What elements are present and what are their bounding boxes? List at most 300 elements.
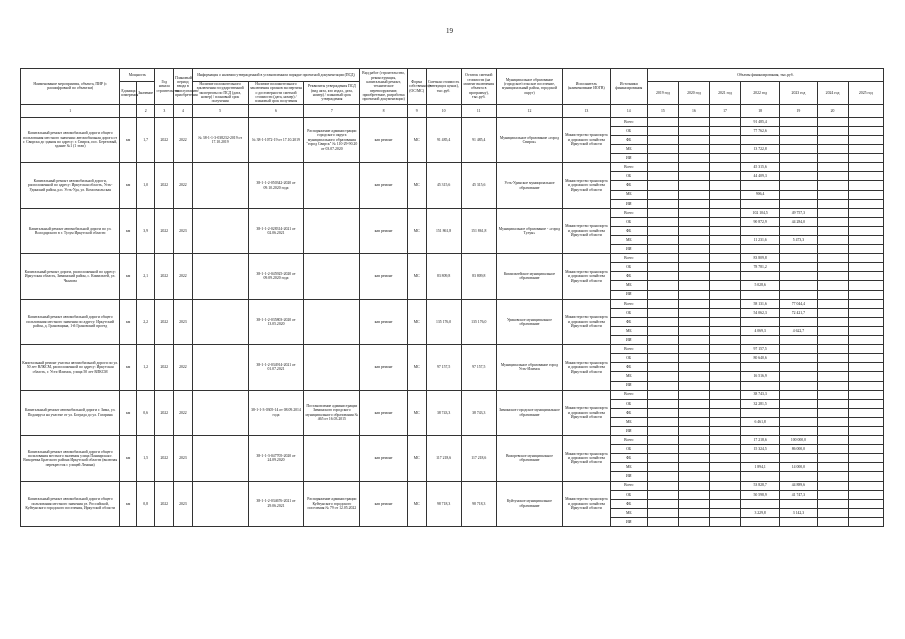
capacity-value: 0,6 [136, 390, 155, 435]
ownership: МС [407, 208, 426, 253]
column-number: 14 [610, 104, 647, 117]
funding-amount-2020 [678, 354, 709, 363]
project-group [21, 254, 884, 299]
funding-amount-2019 [647, 508, 678, 517]
funding-amount-2025 [848, 245, 883, 254]
funding-amount-2021 [709, 508, 740, 517]
funding-amount-2020 [678, 299, 709, 308]
header-value: Значение [136, 82, 155, 105]
funding-source: ФБ [610, 454, 647, 463]
work-type: кап ремонт [360, 390, 408, 435]
table-row [21, 117, 884, 126]
funding-amount-2023 [780, 126, 817, 135]
funding-amount-2022 [740, 381, 779, 390]
cost-expertise: № 38-1-1072-19 от 17.10.2019 [248, 117, 304, 162]
funding-amount-2020 [678, 381, 709, 390]
header-unit: Единица измерения [120, 82, 137, 105]
approval-details: Распоряжение администрации городского округа муниципального образования "город Свирск" № 110-29-90.20 от 03.07.2020 [304, 117, 360, 162]
funding-amount-2025 [848, 326, 883, 335]
start-year: 2022 [155, 390, 174, 435]
planned-year: 2022 [174, 345, 193, 390]
funding-amount-2020 [678, 508, 709, 517]
project-group [21, 436, 884, 481]
project-group [21, 345, 884, 390]
funding-amount-2021 [709, 499, 740, 508]
funding-amount-2023: 14 000,0 [780, 463, 817, 472]
table-row [21, 390, 884, 399]
column-number: 11 [461, 104, 496, 117]
funding-amount-2024 [817, 445, 848, 454]
funding-amount-2019 [647, 245, 678, 254]
funding-source: ФБ [610, 181, 647, 190]
positive-expertise [192, 481, 248, 526]
funding-amount-2021 [709, 299, 740, 308]
funding-amount-2021 [709, 290, 740, 299]
municipality: Уриковское муниципальное образование [496, 299, 562, 344]
funding-amount-2025 [848, 354, 883, 363]
funding-amount-2021 [709, 517, 740, 526]
funding-amount-2019 [647, 126, 678, 135]
funding-amount-2024 [817, 217, 848, 226]
remaining-cost: 97 157,5 [461, 345, 496, 390]
funding-amount-2025 [848, 126, 883, 135]
funding-amount-2022: 97 157,5 [740, 345, 779, 354]
header-planned-year: Плановый период ввода в эксплуатацию/приобретения [174, 69, 193, 105]
column-number [120, 104, 137, 117]
project-group [21, 481, 884, 526]
funding-amount-2019 [647, 499, 678, 508]
funding-amount-2021 [709, 245, 740, 254]
funding-amount-2020 [678, 126, 709, 135]
funding-amount-2019 [647, 326, 678, 335]
capacity-value: 1,5 [136, 436, 155, 481]
funding-amount-2025 [848, 436, 883, 445]
funding-amount-2023: 44 889,6 [780, 481, 817, 490]
funding-amount-2021 [709, 381, 740, 390]
municipality: Зиминское городское муниципальное образование [496, 390, 562, 435]
capacity-value: 2,2 [136, 299, 155, 344]
funding-source: Всего [610, 345, 647, 354]
funding-source: МБ [610, 508, 647, 517]
funding-amount-2024 [817, 408, 848, 417]
funding-amount-2023: 100 000,0 [780, 436, 817, 445]
executor: Министерство транспорта и дорожного хозяйства Иркутской области [563, 254, 611, 299]
table-row [21, 163, 884, 172]
funding-amount-2022: 3 229,8 [740, 508, 779, 517]
funding-amount-2025 [848, 417, 883, 426]
funding-amount-2025 [848, 290, 883, 299]
funding-amount-2019 [647, 472, 678, 481]
funding-amount-2021 [709, 135, 740, 144]
funding-amount-2023 [780, 245, 817, 254]
funding-amount-2019 [647, 481, 678, 490]
municipality: Усть-Удинское муниципальное образование [496, 163, 562, 208]
funding-amount-2025 [848, 217, 883, 226]
funding-amount-2022: 78 781,2 [740, 263, 779, 272]
funding-amount-2020 [678, 154, 709, 163]
funding-amount-2025 [848, 363, 883, 372]
funding-amount-2019 [647, 399, 678, 408]
funding-amount-2025 [848, 517, 883, 526]
funding-amount-2020 [678, 445, 709, 454]
funding-amount-2024 [817, 454, 848, 463]
funding-amount-2021 [709, 445, 740, 454]
funding-amount-2023: 3 142,3 [780, 508, 817, 517]
estimated-cost: 45 315,6 [426, 163, 461, 208]
funding-amount-2024 [817, 308, 848, 317]
municipality: Муниципальное образование город Усть-Илимск [496, 345, 562, 390]
funding-amount-2022: 77 762,6 [740, 126, 779, 135]
funding-source: Всего [610, 436, 647, 445]
project-name: Капитальный ремонт автомобильной дороги по ул. Володарского в г. Тулун Иркутской области [21, 208, 120, 253]
funding-amount-2024 [817, 245, 848, 254]
work-type: кап ремонт [360, 436, 408, 481]
remaining-cost: 98 718,3 [461, 481, 496, 526]
funding-amount-2024 [817, 299, 848, 308]
column-number: 9 [407, 104, 426, 117]
funding-amount-2020 [678, 399, 709, 408]
project-group [21, 208, 884, 253]
funding-source: ИИ [610, 290, 647, 299]
capacity-unit: км [120, 481, 137, 526]
funding-source: МБ [610, 145, 647, 154]
project-name: Капитальный ремонт автомобильной дороги общего пользования местного значения улица Паниярская г. Вихоревка Братского района Иркутской области (включая перекресток с улицей Ленина) [21, 436, 120, 481]
header-year: 2022 год [740, 82, 779, 105]
work-type: кап ремонт [360, 254, 408, 299]
project-name: Капитальный ремонт автомобильной дороги общего пользования местного значения ул. Российской, Куйтунского городского поселения, Иркутской области [21, 481, 120, 526]
work-type: кап ремонт [360, 163, 408, 208]
funding-amount-2020 [678, 145, 709, 154]
funding-amount-2019 [647, 254, 678, 263]
funding-amount-2021 [709, 354, 740, 363]
funding-amount-2025 [848, 345, 883, 354]
funding-amount-2021 [709, 336, 740, 345]
funding-amount-2021 [709, 172, 740, 181]
funding-source: ФБ [610, 317, 647, 326]
ownership: МС [407, 254, 426, 299]
funding-amount-2022: 906,4 [740, 190, 779, 199]
funding-amount-2019 [647, 154, 678, 163]
work-type: кап ремонт [360, 299, 408, 344]
funding-amount-2019 [647, 272, 678, 281]
cost-expertise: 38-1-1-2-045925-2020 от 09.09.2020 года [248, 254, 304, 299]
funding-amount-2020 [678, 417, 709, 426]
page-number: 19 [446, 27, 453, 35]
positive-expertise [192, 163, 248, 208]
funding-amount-2024 [817, 499, 848, 508]
funding-amount-2023 [780, 117, 817, 126]
capacity-unit: км [120, 208, 137, 253]
funding-amount-2025 [848, 236, 883, 245]
funding-amount-2022: 13 722,8 [740, 145, 779, 154]
funding-amount-2019 [647, 236, 678, 245]
funding-amount-2019 [647, 436, 678, 445]
column-number: 13 [563, 104, 611, 117]
funding-amount-2022 [740, 336, 779, 345]
funding-amount-2025 [848, 426, 883, 435]
funding-amount-2021 [709, 390, 740, 399]
capacity-value: 2,1 [136, 254, 155, 299]
executor: Министерство транспорта и дорожного хозяйства Иркутской области [563, 299, 611, 344]
funding-amount-2022: 5 028,6 [740, 281, 779, 290]
funding-amount-2024 [817, 208, 848, 217]
funding-amount-2024 [817, 426, 848, 435]
funding-amount-2021 [709, 226, 740, 235]
funding-amount-2021 [709, 272, 740, 281]
project-group [21, 163, 884, 208]
funding-source: ФБ [610, 499, 647, 508]
funding-amount-2019 [647, 299, 678, 308]
funding-amount-2021 [709, 263, 740, 272]
column-number: 16 [678, 104, 709, 117]
funding-amount-2022: 11 231,6 [740, 236, 779, 245]
funding-amount-2025 [848, 472, 883, 481]
funding-amount-2020 [678, 454, 709, 463]
funding-amount-2024 [817, 372, 848, 381]
header-year: 2019 год [647, 82, 678, 105]
funding-amount-2021 [709, 217, 740, 226]
positive-expertise [192, 390, 248, 435]
funding-amount-2020 [678, 208, 709, 217]
funding-amount-2024 [817, 190, 848, 199]
header-year: 2024 год [817, 82, 848, 105]
remaining-cost: 45 315,6 [461, 163, 496, 208]
funding-amount-2025 [848, 499, 883, 508]
planned-year: 2022 [174, 254, 193, 299]
header-estimated-cost: Сметная стоимость (в текущих ценах), тыс.руб. [426, 69, 461, 105]
funding-amount-2019 [647, 381, 678, 390]
funding-source: ФБ [610, 408, 647, 417]
funding-amount-2022: 45 315,6 [740, 163, 779, 172]
table-row [21, 299, 884, 308]
funding-amount-2023 [780, 154, 817, 163]
funding-amount-2025 [848, 190, 883, 199]
work-type: кап ремонт [360, 481, 408, 526]
column-number: 19 [780, 104, 817, 117]
funding-amount-2020 [678, 499, 709, 508]
approval-details: Постановление администрации Зиминского городского муниципального образования № 465 от 16.03.2015 [304, 390, 360, 435]
funding-amount-2019 [647, 208, 678, 217]
planned-year: 2023 [174, 208, 193, 253]
funding-amount-2021 [709, 408, 740, 417]
start-year: 2022 [155, 117, 174, 162]
funding-amount-2019 [647, 199, 678, 208]
funding-amount-2021 [709, 254, 740, 263]
funding-amount-2023: 72 421,7 [780, 308, 817, 317]
funding-amount-2020 [678, 163, 709, 172]
funding-amount-2021 [709, 126, 740, 135]
table-row [21, 254, 884, 263]
funding-amount-2022 [740, 363, 779, 372]
funding-source: ФБ [610, 226, 647, 235]
funding-amount-2022: 53 828,7 [740, 481, 779, 490]
funding-amount-2020 [678, 236, 709, 245]
project-name: Капитальный ремонт автомобильной дороги, расположенной по адресу: Иркутская область, Усть-Удинский район, р.п. Усть-Уда, ул. Комсомольская [21, 163, 120, 208]
funding-amount-2021 [709, 199, 740, 208]
capacity-unit: км [120, 436, 137, 481]
header-ownership: Форма собственности (ОС/МС) [407, 69, 426, 105]
funding-source: ОБ [610, 126, 647, 135]
capacity-value: 1,0 [136, 163, 155, 208]
project-name: Капитальный ремонт участка автомобильной дороги по ул. 50 лет ВЛКСМ, расположенной по адресу: Иркутская область, г. Усть-Илимск, улица 50 лет ВЛКСМ [21, 345, 120, 390]
funding-amount-2025 [848, 281, 883, 290]
funding-amount-2024 [817, 145, 848, 154]
funding-source: ОБ [610, 490, 647, 499]
funding-source: МБ [610, 281, 647, 290]
funding-amount-2019 [647, 354, 678, 363]
funding-amount-2024 [817, 481, 848, 490]
positive-expertise [192, 299, 248, 344]
funding-amount-2021 [709, 481, 740, 490]
funding-amount-2024 [817, 381, 848, 390]
start-year: 2022 [155, 481, 174, 526]
funding-amount-2023 [780, 181, 817, 190]
funding-amount-2025 [848, 381, 883, 390]
funding-source: ИИ [610, 199, 647, 208]
funding-amount-2023 [780, 135, 817, 144]
executor: Министерство транспорта и дорожного хозяйства Иркутской области [563, 208, 611, 253]
funding-amount-2019 [647, 281, 678, 290]
funding-amount-2023 [780, 390, 817, 399]
funding-amount-2019 [647, 363, 678, 372]
municipality: Кимильтейское муниципальное образование [496, 254, 562, 299]
funding-amount-2020 [678, 199, 709, 208]
funding-amount-2024 [817, 317, 848, 326]
municipality: Муниципальное образование - «город Тулун» [496, 208, 562, 253]
planned-year: 2022 [174, 390, 193, 435]
funding-amount-2021 [709, 190, 740, 199]
funding-amount-2025 [848, 308, 883, 317]
funding-amount-2023 [780, 290, 817, 299]
capacity-unit: км [120, 254, 137, 299]
funding-amount-2022: 6 461,8 [740, 417, 779, 426]
funding-amount-2022: 38 743,3 [740, 390, 779, 399]
funding-amount-2022: 90 872,9 [740, 217, 779, 226]
project-name: Капитальный ремонт дороги, расположенной по адресу: Иркутская область, Зиминский район, с. Кимильтей, ул. Чкалова [21, 254, 120, 299]
funding-amount-2021 [709, 363, 740, 372]
funding-amount-2023 [780, 454, 817, 463]
funding-amount-2021 [709, 490, 740, 499]
funding-amount-2022 [740, 245, 779, 254]
funding-amount-2024 [817, 236, 848, 245]
ownership: МС [407, 117, 426, 162]
funding-amount-2023 [780, 317, 817, 326]
funding-amount-2019 [647, 345, 678, 354]
funding-amount-2020 [678, 390, 709, 399]
funding-amount-2019 [647, 145, 678, 154]
funding-amount-2019 [647, 308, 678, 317]
funding-amount-2019 [647, 336, 678, 345]
funding-amount-2023 [780, 408, 817, 417]
funding-amount-2022 [740, 154, 779, 163]
funding-amount-2025 [848, 263, 883, 272]
funding-amount-2021 [709, 345, 740, 354]
funding-amount-2020 [678, 436, 709, 445]
funding-amount-2019 [647, 390, 678, 399]
funding-amount-2025 [848, 454, 883, 463]
funding-amount-2024 [817, 226, 848, 235]
funding-amount-2023 [780, 499, 817, 508]
funding-amount-2019 [647, 190, 678, 199]
funding-amount-2020 [678, 172, 709, 181]
funding-amount-2025 [848, 272, 883, 281]
funding-amount-2025 [848, 317, 883, 326]
funding-amount-2022 [740, 472, 779, 481]
funding-amount-2025 [848, 372, 883, 381]
funding-amount-2025 [848, 199, 883, 208]
start-year: 2022 [155, 436, 174, 481]
funding-amount-2024 [817, 354, 848, 363]
funding-amount-2021 [709, 154, 740, 163]
funding-amount-2022: 91 485,4 [740, 117, 779, 126]
funding-amount-2023: 44 284,0 [780, 217, 817, 226]
funding-amount-2019 [647, 163, 678, 172]
funding-amount-2021 [709, 463, 740, 472]
funding-amount-2022: 44 409,3 [740, 172, 779, 181]
funding-amount-2019 [647, 490, 678, 499]
executor: Министерство транспорта и дорожного хозяйства Иркутской области [563, 481, 611, 526]
planned-year: 2023 [174, 299, 193, 344]
funding-amount-2022 [740, 135, 779, 144]
positive-expertise [192, 345, 248, 390]
funding-source: ОБ [610, 399, 647, 408]
funding-source: МБ [610, 372, 647, 381]
column-number: 1 [21, 104, 120, 117]
funding-amount-2020 [678, 281, 709, 290]
header-start-year: Год начала строительства [155, 69, 174, 105]
funding-amount-2023 [780, 226, 817, 235]
executor: Министерство транспорта и дорожного хозяйства Иркутской области [563, 390, 611, 435]
funding-amount-2023 [780, 363, 817, 372]
project-name: Капитальный ремонт автомобильной дороги общего пользования местного значения: автомобильная дорога от г. Свирска до здания по адресу: г. Свирск, пос. Березовый, здание №1 (1 этап) [21, 117, 120, 162]
ownership: МС [407, 436, 426, 481]
funding-amount-2024 [817, 336, 848, 345]
funding-amount-2023 [780, 417, 817, 426]
funding-amount-2022: 15 324,5 [740, 445, 779, 454]
funding-amount-2019 [647, 317, 678, 326]
remaining-cost: 151 861,8 [461, 208, 496, 253]
header-name: Наименование мероприятия, объекта, ПИР (с расшифровкой по объектам) [21, 69, 120, 105]
funding-source: ИИ [610, 472, 647, 481]
funding-source: Всего [610, 208, 647, 217]
project-group [21, 299, 884, 344]
ownership: МС [407, 163, 426, 208]
table-row [21, 208, 884, 217]
approval-details [304, 208, 360, 253]
funding-amount-2021 [709, 372, 740, 381]
cost-expertise: 38-1-1-3-047705-2020 от 24.09.2020 [248, 436, 304, 481]
funding-amount-2022: 1 894,1 [740, 463, 779, 472]
funding-amount-2020 [678, 308, 709, 317]
funding-amount-2022 [740, 290, 779, 299]
municipality: Вихоревское муниципальное образование [496, 436, 562, 481]
funding-amount-2021 [709, 308, 740, 317]
column-number: 2 [136, 104, 155, 117]
funding-amount-2025 [848, 490, 883, 499]
funding-amount-2020 [678, 363, 709, 372]
capacity-value: 1,2 [136, 345, 155, 390]
project-name: Капитальный ремонт автомобильной дороги г. Зима, ул. Подаируса на участке от ул. Бограда до ул. Гагарина [21, 390, 120, 435]
funding-source: Всего [610, 299, 647, 308]
funding-amount-2019 [647, 517, 678, 526]
header-approval: Реквизиты утверждения ПСД (вид акта, кто издал, дата, номер) / плановый срок утверждения [304, 82, 360, 105]
funding-amount-2020 [678, 345, 709, 354]
funding-source: Всего [610, 117, 647, 126]
funding-amount-2020 [678, 490, 709, 499]
funding-amount-2020 [678, 336, 709, 345]
cost-expertise: 38-1-1-2-034676-2021 от 29.06.2021 [248, 481, 304, 526]
start-year: 2022 [155, 163, 174, 208]
